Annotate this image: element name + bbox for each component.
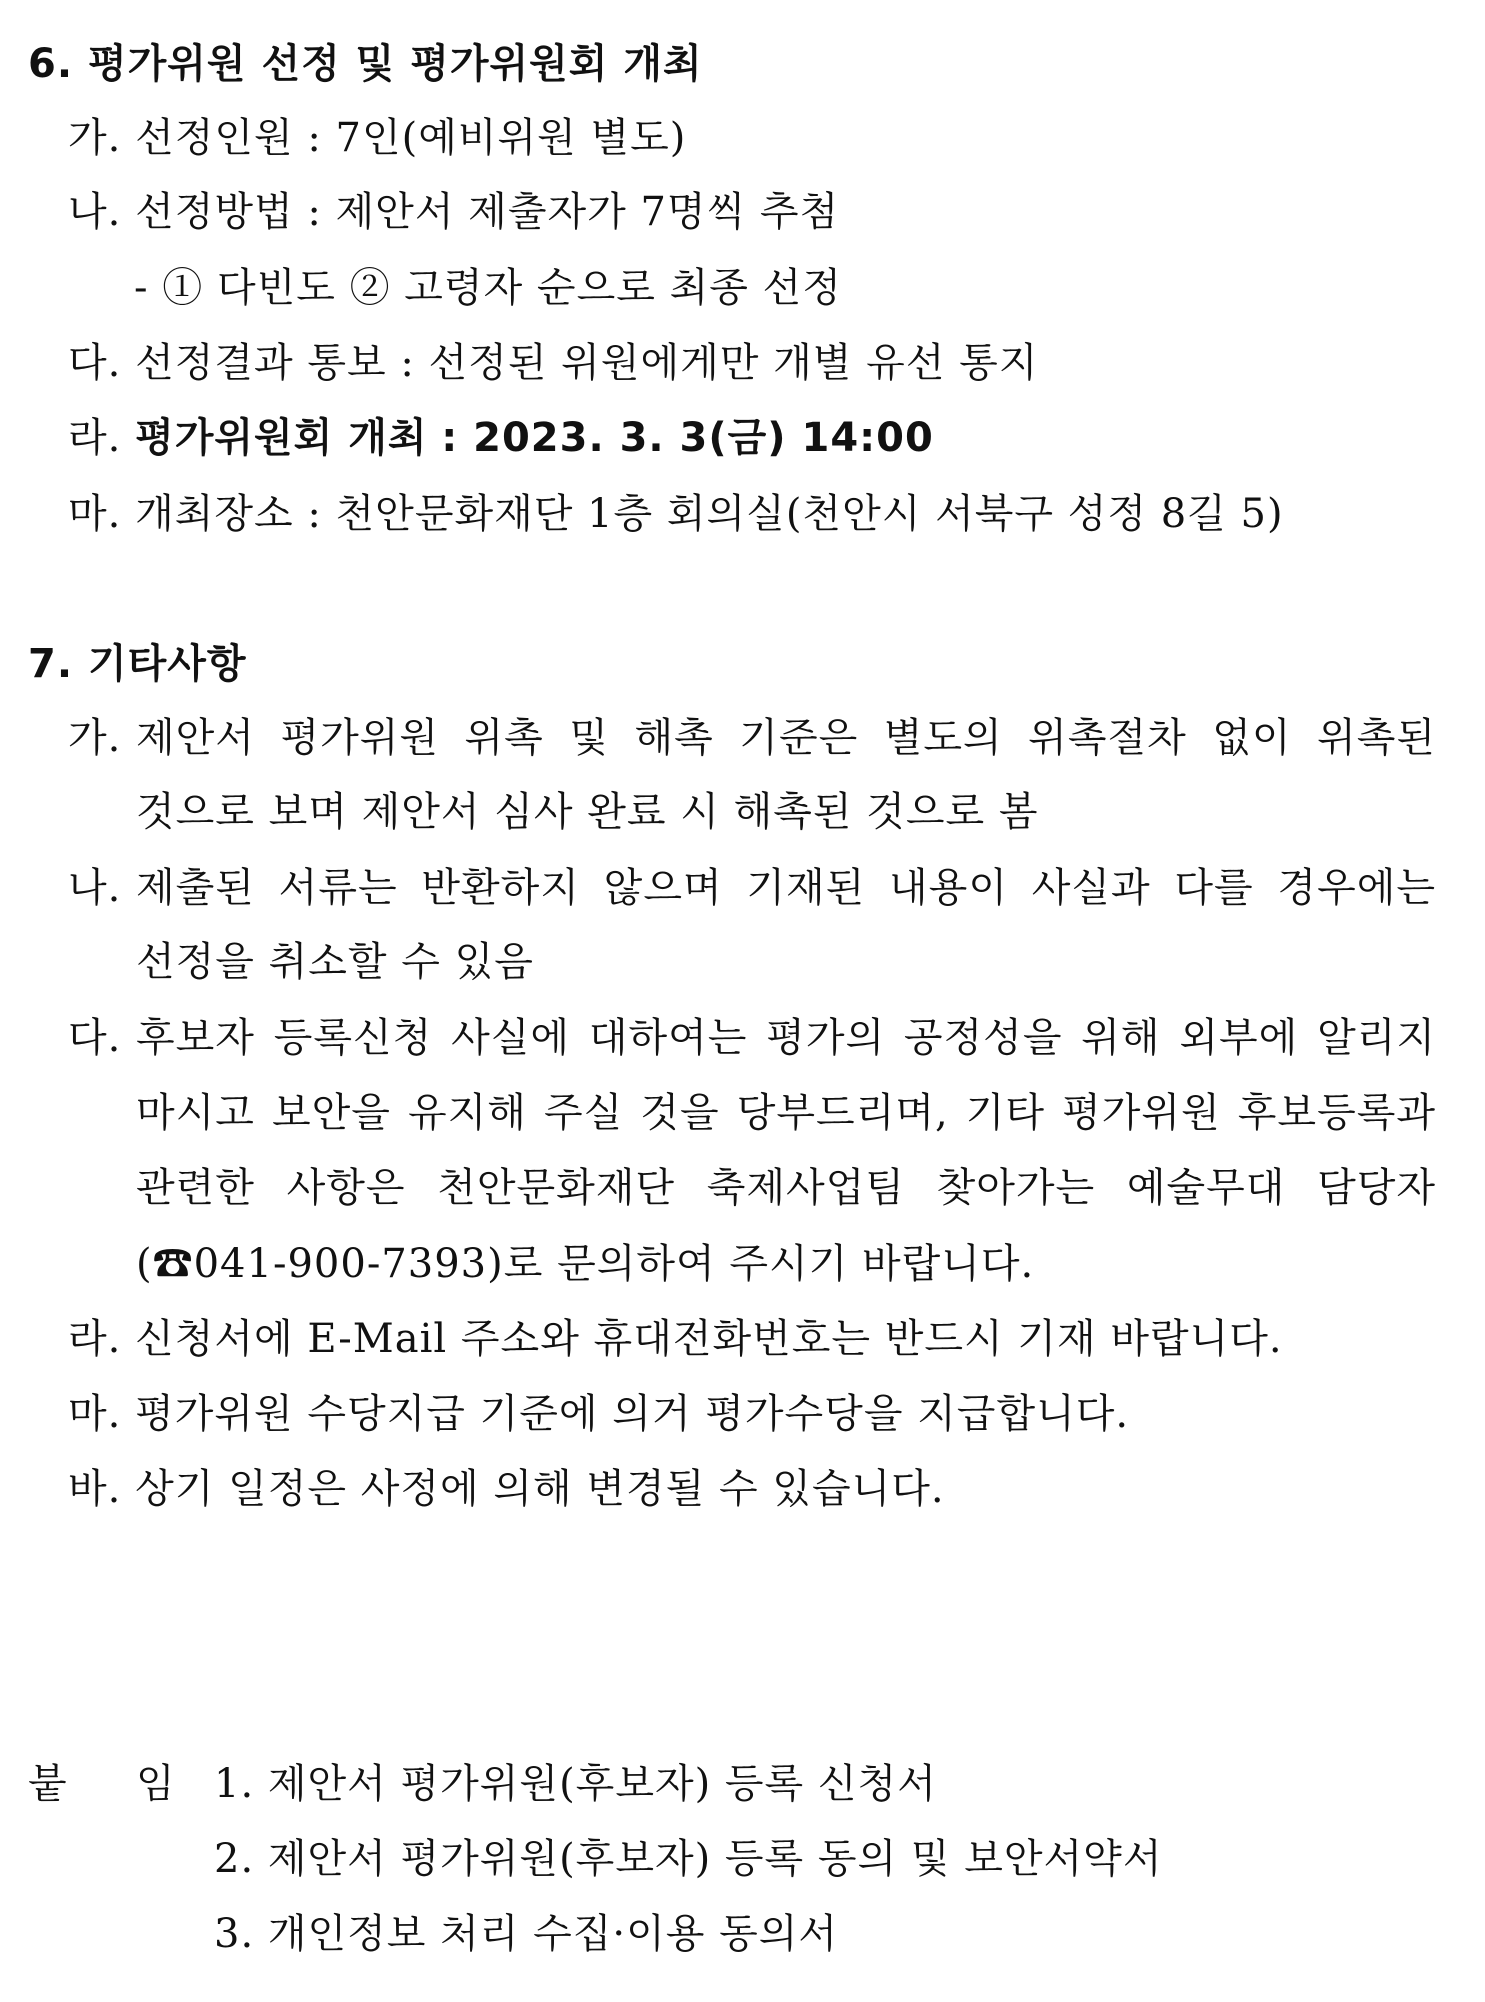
- attachment-item-1: 1. 제안서 평가위원(후보자) 등록 신청서: [214, 1761, 937, 1807]
- item-text: 상기 일정은 사정에 의해 변경될 수 있습니다.: [135, 1466, 945, 1512]
- section7-item-da-line3: 관련한 사항은 천안문화재단 축제사업팀 찾아가는 예술무대 담당자: [136, 1165, 1436, 1211]
- item-text: : 2023. 3. 3(금) 14:00: [441, 415, 934, 461]
- item-bold-text: 평가위원회 개최: [135, 415, 428, 461]
- section7-item-da-line1: 후보자 등록신청 사실에 대하여는 평가의 공정성을 위해 외부에 알리지: [136, 1015, 1436, 1061]
- item-text: 평가위원 수당지급 기준에 의거 평가수당을 지급합니다.: [135, 1391, 1130, 1437]
- item-text: 선정결과 통보 : 선정된 위원에게만 개별 유선 통지: [135, 340, 1039, 386]
- item-text: 선정방법 : 제안서 제출자가 7명씩 추첨: [135, 189, 840, 235]
- item-marker: 가.: [68, 115, 122, 161]
- section7-item-ra: [68, 1313, 1283, 1365]
- section6-item-ga: [68, 112, 686, 164]
- section7-item-ga-line2: 것으로 보며 제안서 심사 완료 시 해촉된 것으로 봄: [136, 789, 1039, 835]
- attachment-item-3: 3. 개인정보 처리 수집·이용 동의서: [214, 1911, 839, 1957]
- section6-item-da: [68, 337, 1038, 389]
- section6-item-na: [68, 186, 839, 238]
- item-text: 개최장소 : 천안문화재단 1층 회의실(천안시 서북구 성정 8길 5): [135, 491, 1284, 537]
- section6-item-ma: [68, 488, 1284, 540]
- attachment-item-2: 2. 제안서 평가위원(후보자) 등록 동의 및 보안서약서: [214, 1836, 1163, 1882]
- item-marker: 마.: [68, 1391, 122, 1437]
- section7-item-da-line2: 마시고 보안을 유지해 주실 것을 당부드리며, 기타 평가위원 후보등록과: [136, 1090, 1436, 1136]
- attachment-label-2: 임: [136, 1761, 175, 1807]
- section7-item-marker-ga: 가.: [68, 715, 122, 761]
- section7-heading: 7. 기타사항: [28, 641, 247, 687]
- section7-item-na-line2: 선정을 취소할 수 있음: [136, 939, 534, 985]
- item-marker: 다.: [68, 340, 122, 386]
- section7-item-ga-line1: 제안서 평가위원 위촉 및 해촉 기준은 별도의 위촉절차 없이 위촉된: [136, 715, 1436, 761]
- item-text: 신청서에 E-Mail 주소와 휴대전화번호는 반드시 기재 바랍니다.: [135, 1316, 1283, 1362]
- item-marker: 바.: [68, 1466, 122, 1512]
- section7-item-na-line1: 제출된 서류는 반환하지 않으며 기재된 내용이 사실과 다를 경우에는: [136, 865, 1436, 911]
- section6-heading: 6. 평가위원 선정 및 평가위원회 개최: [28, 41, 703, 87]
- section7-item-ma: [68, 1388, 1129, 1440]
- item-marker: 나.: [68, 189, 122, 235]
- section7-item-marker-na: 나.: [68, 865, 122, 911]
- section7-item-marker-da: 다.: [68, 1015, 122, 1061]
- item-marker: 라.: [68, 415, 122, 461]
- section7-item-ba: [68, 1463, 945, 1515]
- section7-item-da-line4: (☎041-900-7393)로 문의하여 주시기 바랍니다.: [136, 1241, 1035, 1287]
- item-marker: 라.: [68, 1316, 122, 1362]
- item-text: 선정인원 : 7인(예비위원 별도): [135, 115, 687, 161]
- section6-subitem: - ① 다빈도 ② 고령자 순으로 최종 선정: [134, 265, 842, 311]
- attachment-label-1: 붙: [28, 1761, 67, 1807]
- item-marker: 마.: [68, 491, 122, 537]
- section6-item-ra: [68, 412, 934, 464]
